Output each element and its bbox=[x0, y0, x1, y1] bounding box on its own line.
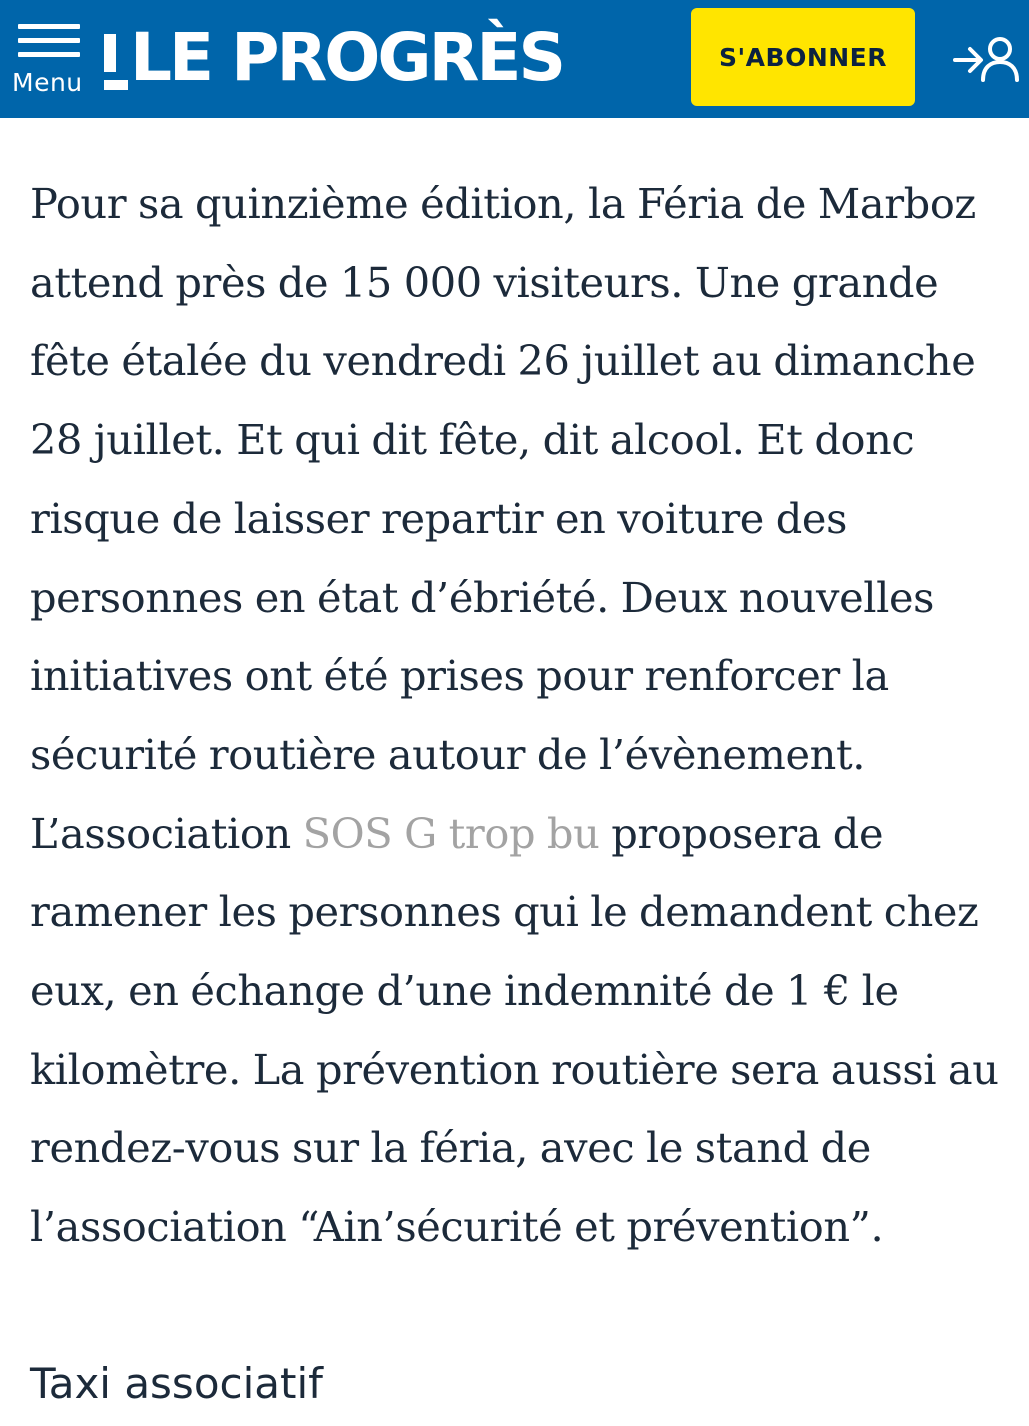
login-user-icon bbox=[950, 34, 1022, 84]
menu-button[interactable] bbox=[10, 24, 86, 100]
site-logo[interactable] bbox=[100, 19, 564, 96]
section-subheading: Taxi associatif bbox=[30, 1359, 323, 1408]
paragraph-text-part1: Pour sa quinzième édition, la Féria de Marboz attend près de 15 000 visiteurs. Une grande fête étalée du vendredi 26 juillet au dimanche 28 juillet. Et qui dit fête, dit alcool. Et donc risque de laisser repartir en voiture des personnes en état d’ébriété. Deux nouvelles initiatives ont été prises pour renforcer la sécurité routière autour de l’évènement. L’association bbox=[30, 179, 976, 858]
logo-mark bbox=[100, 30, 128, 86]
logo-text: LE PROGRÈS bbox=[130, 19, 564, 96]
article-paragraph bbox=[30, 165, 1020, 1267]
article-body bbox=[30, 165, 1020, 1267]
menu-label: Menu bbox=[12, 68, 83, 97]
login-button[interactable] bbox=[950, 34, 1022, 84]
site-header bbox=[0, 0, 1029, 118]
hamburger-menu-icon bbox=[18, 24, 80, 62]
subscribe-button[interactable]: S'ABONNER bbox=[691, 8, 915, 106]
sos-g-trop-bu-link[interactable]: SOS G trop bu bbox=[302, 808, 600, 858]
paragraph-text-part2: proposera de ramener les personnes qui le demandent chez eux, en échange d’une indemnité de 1 € le kilomètre. La prévention routière sera aussi au rendez-vous sur la féria, avec le stand de l’association “Ain’sécurité et prévention”. bbox=[30, 808, 999, 1252]
